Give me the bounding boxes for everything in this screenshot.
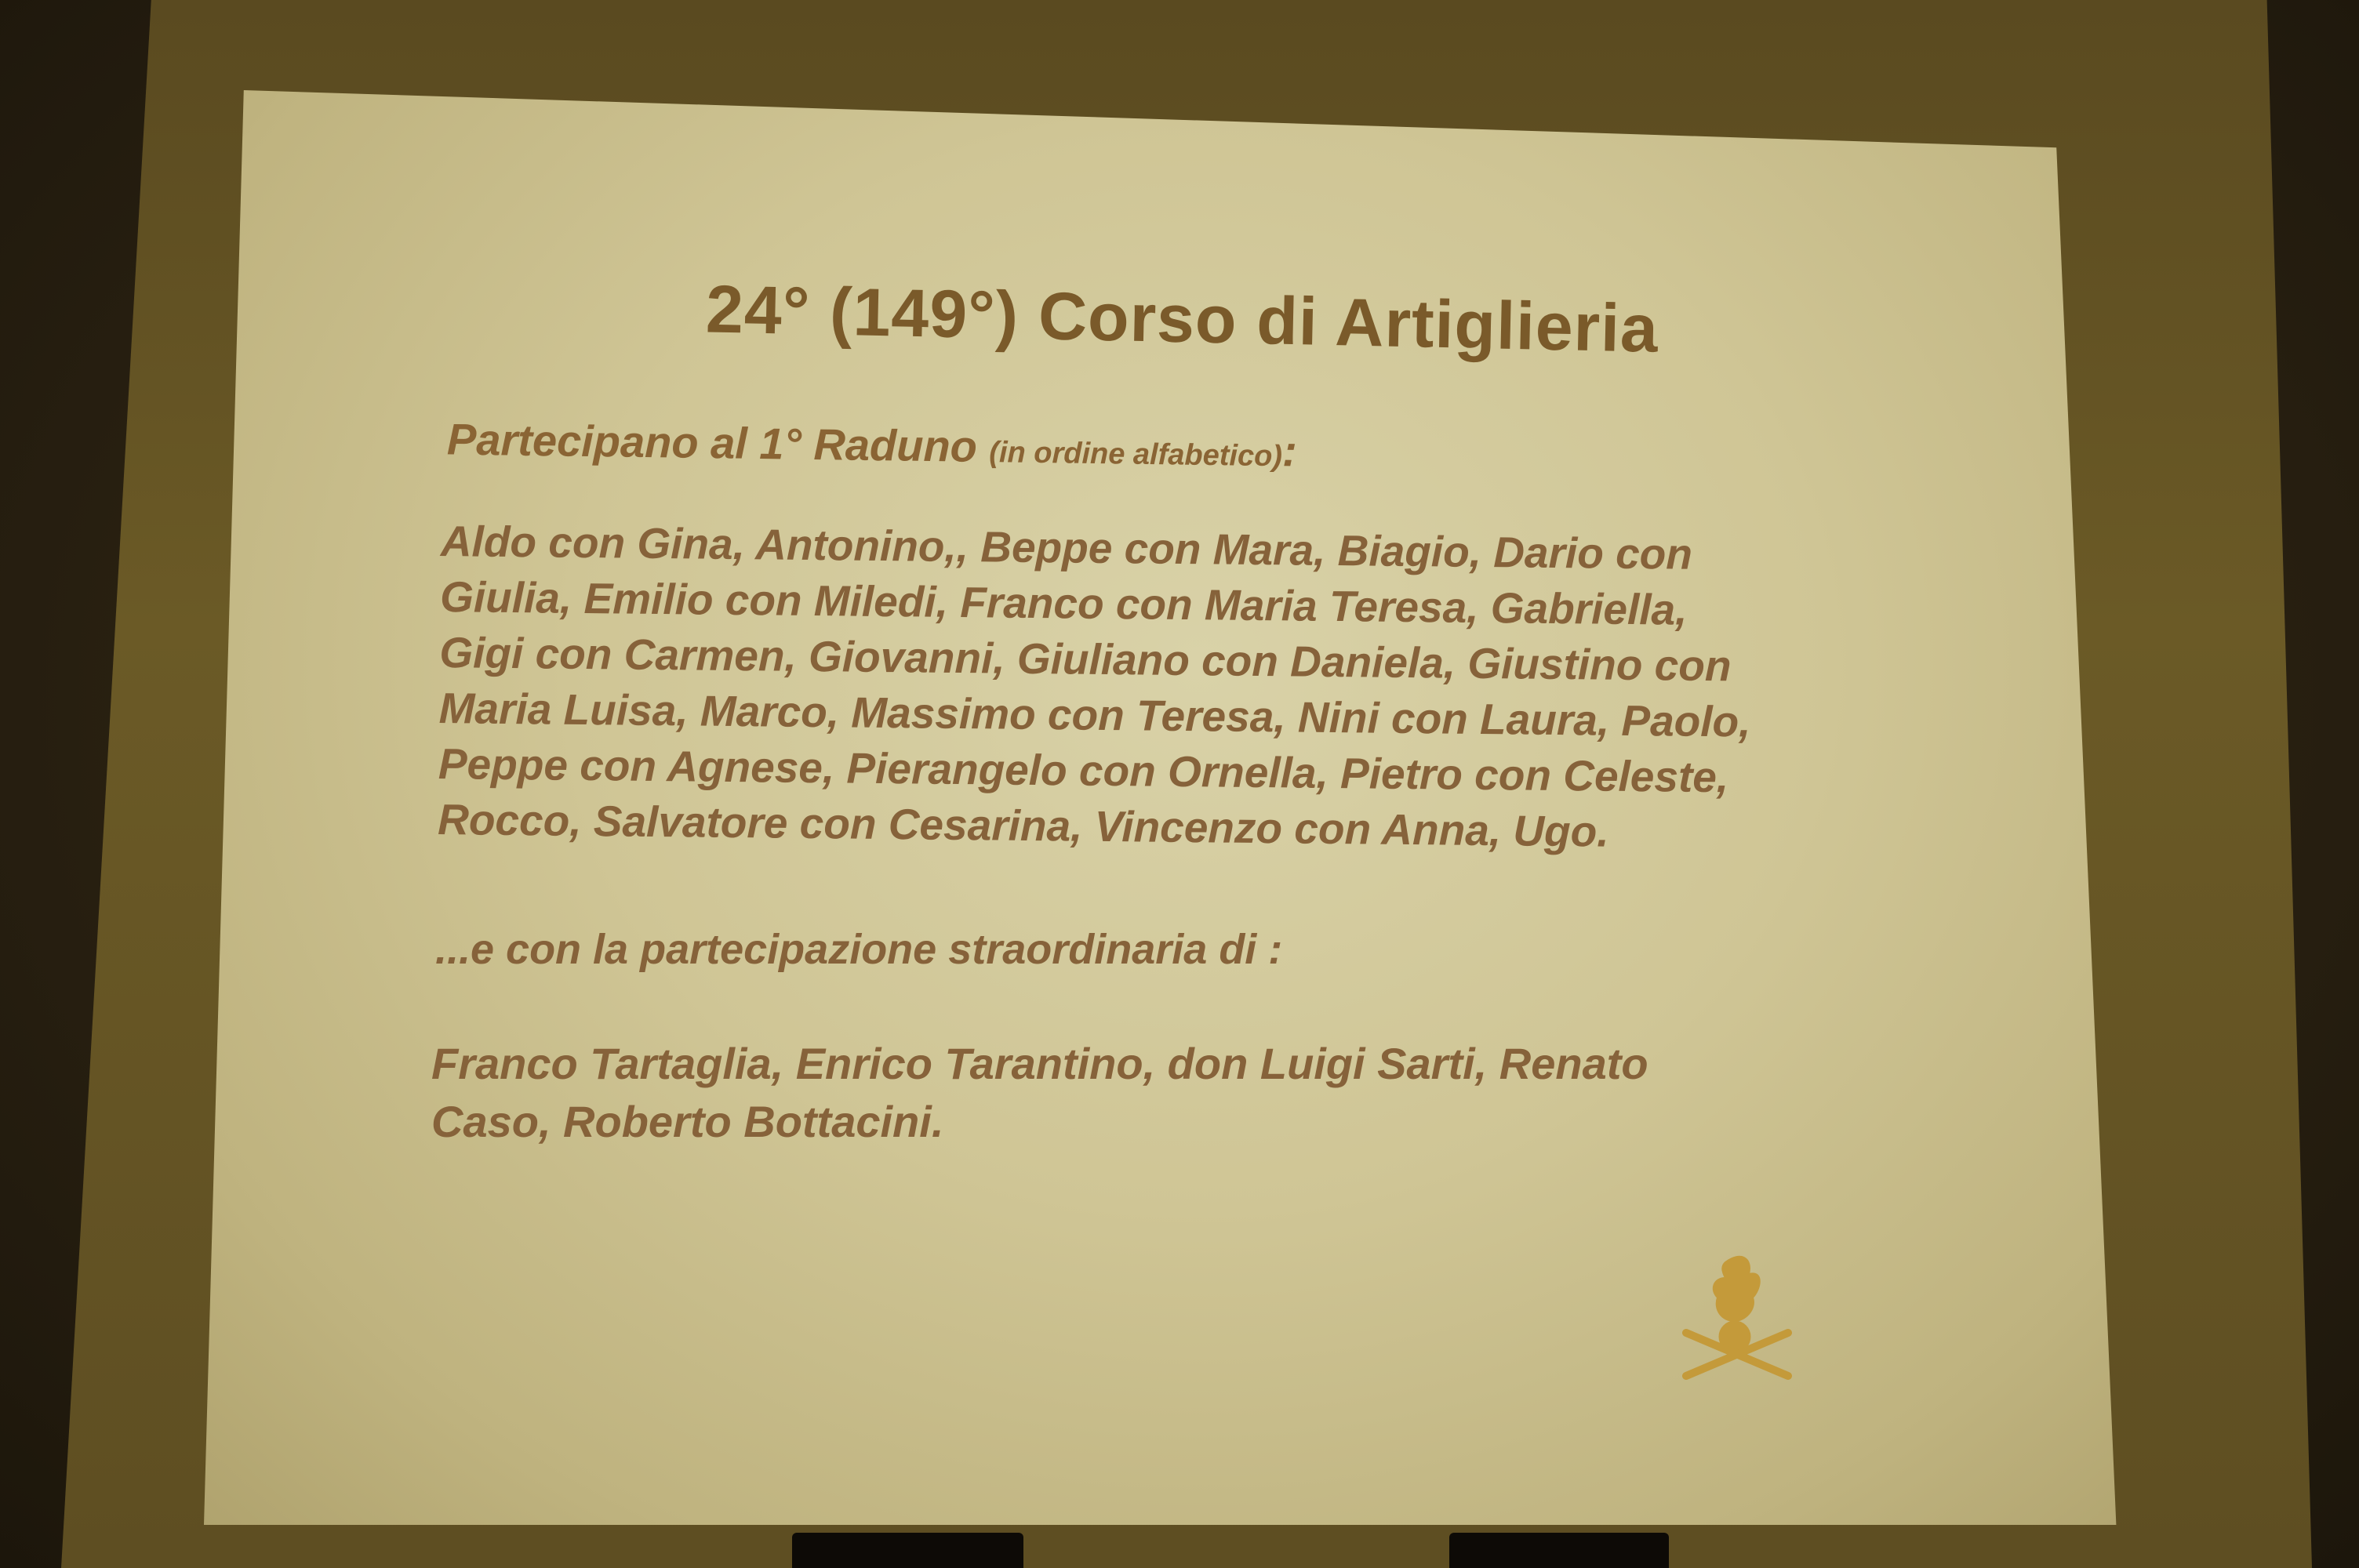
participants-line: Peppe con Agnese, Pierangelo con Ornella, Pietro con Celeste, [438, 739, 1729, 802]
participants-line: Rocco, Salvatore con Cesarina, Vincenzo con Anna, Ugo. [437, 795, 1609, 856]
guests-line: Franco Tartaglia, Enrico Tarantino, don Luigi Sarti, Renato [431, 1039, 1648, 1088]
guests-list [431, 1035, 1921, 1151]
slide-title: 24° (149°) Corso di Artiglieria [705, 271, 1659, 367]
guests-line: Caso, Roberto Bottacini. [431, 1097, 944, 1146]
intro-end: : [1281, 426, 1298, 476]
artillery-flaming-grenade-icon [1678, 1247, 1796, 1388]
participants-line: Aldo con Gina, Antonino,, Beppe con Mara, Biagio, Dario con [440, 517, 1693, 579]
speaker-left [792, 1533, 1023, 1568]
intro-main: Partecipano al 1° Raduno [446, 414, 990, 472]
participants-line: Maria Luisa, Marco, Massimo con Teresa, Nini con Laura, Paolo, [438, 684, 1751, 746]
speaker-right [1449, 1533, 1669, 1568]
participants-line: Gigi con Carmen, Giovanni, Giuliano con Daniela, Giustino con [439, 628, 1732, 691]
participants-line: Giulia, Emilio con Miledi, Franco con Maria Teresa, Gabriella, [439, 572, 1688, 634]
special-participation-line: ...e con la partecipazione straordinaria di : [435, 926, 1283, 973]
participants-list [438, 514, 1931, 863]
intro-note: (in ordine alfabetico) [989, 436, 1283, 474]
